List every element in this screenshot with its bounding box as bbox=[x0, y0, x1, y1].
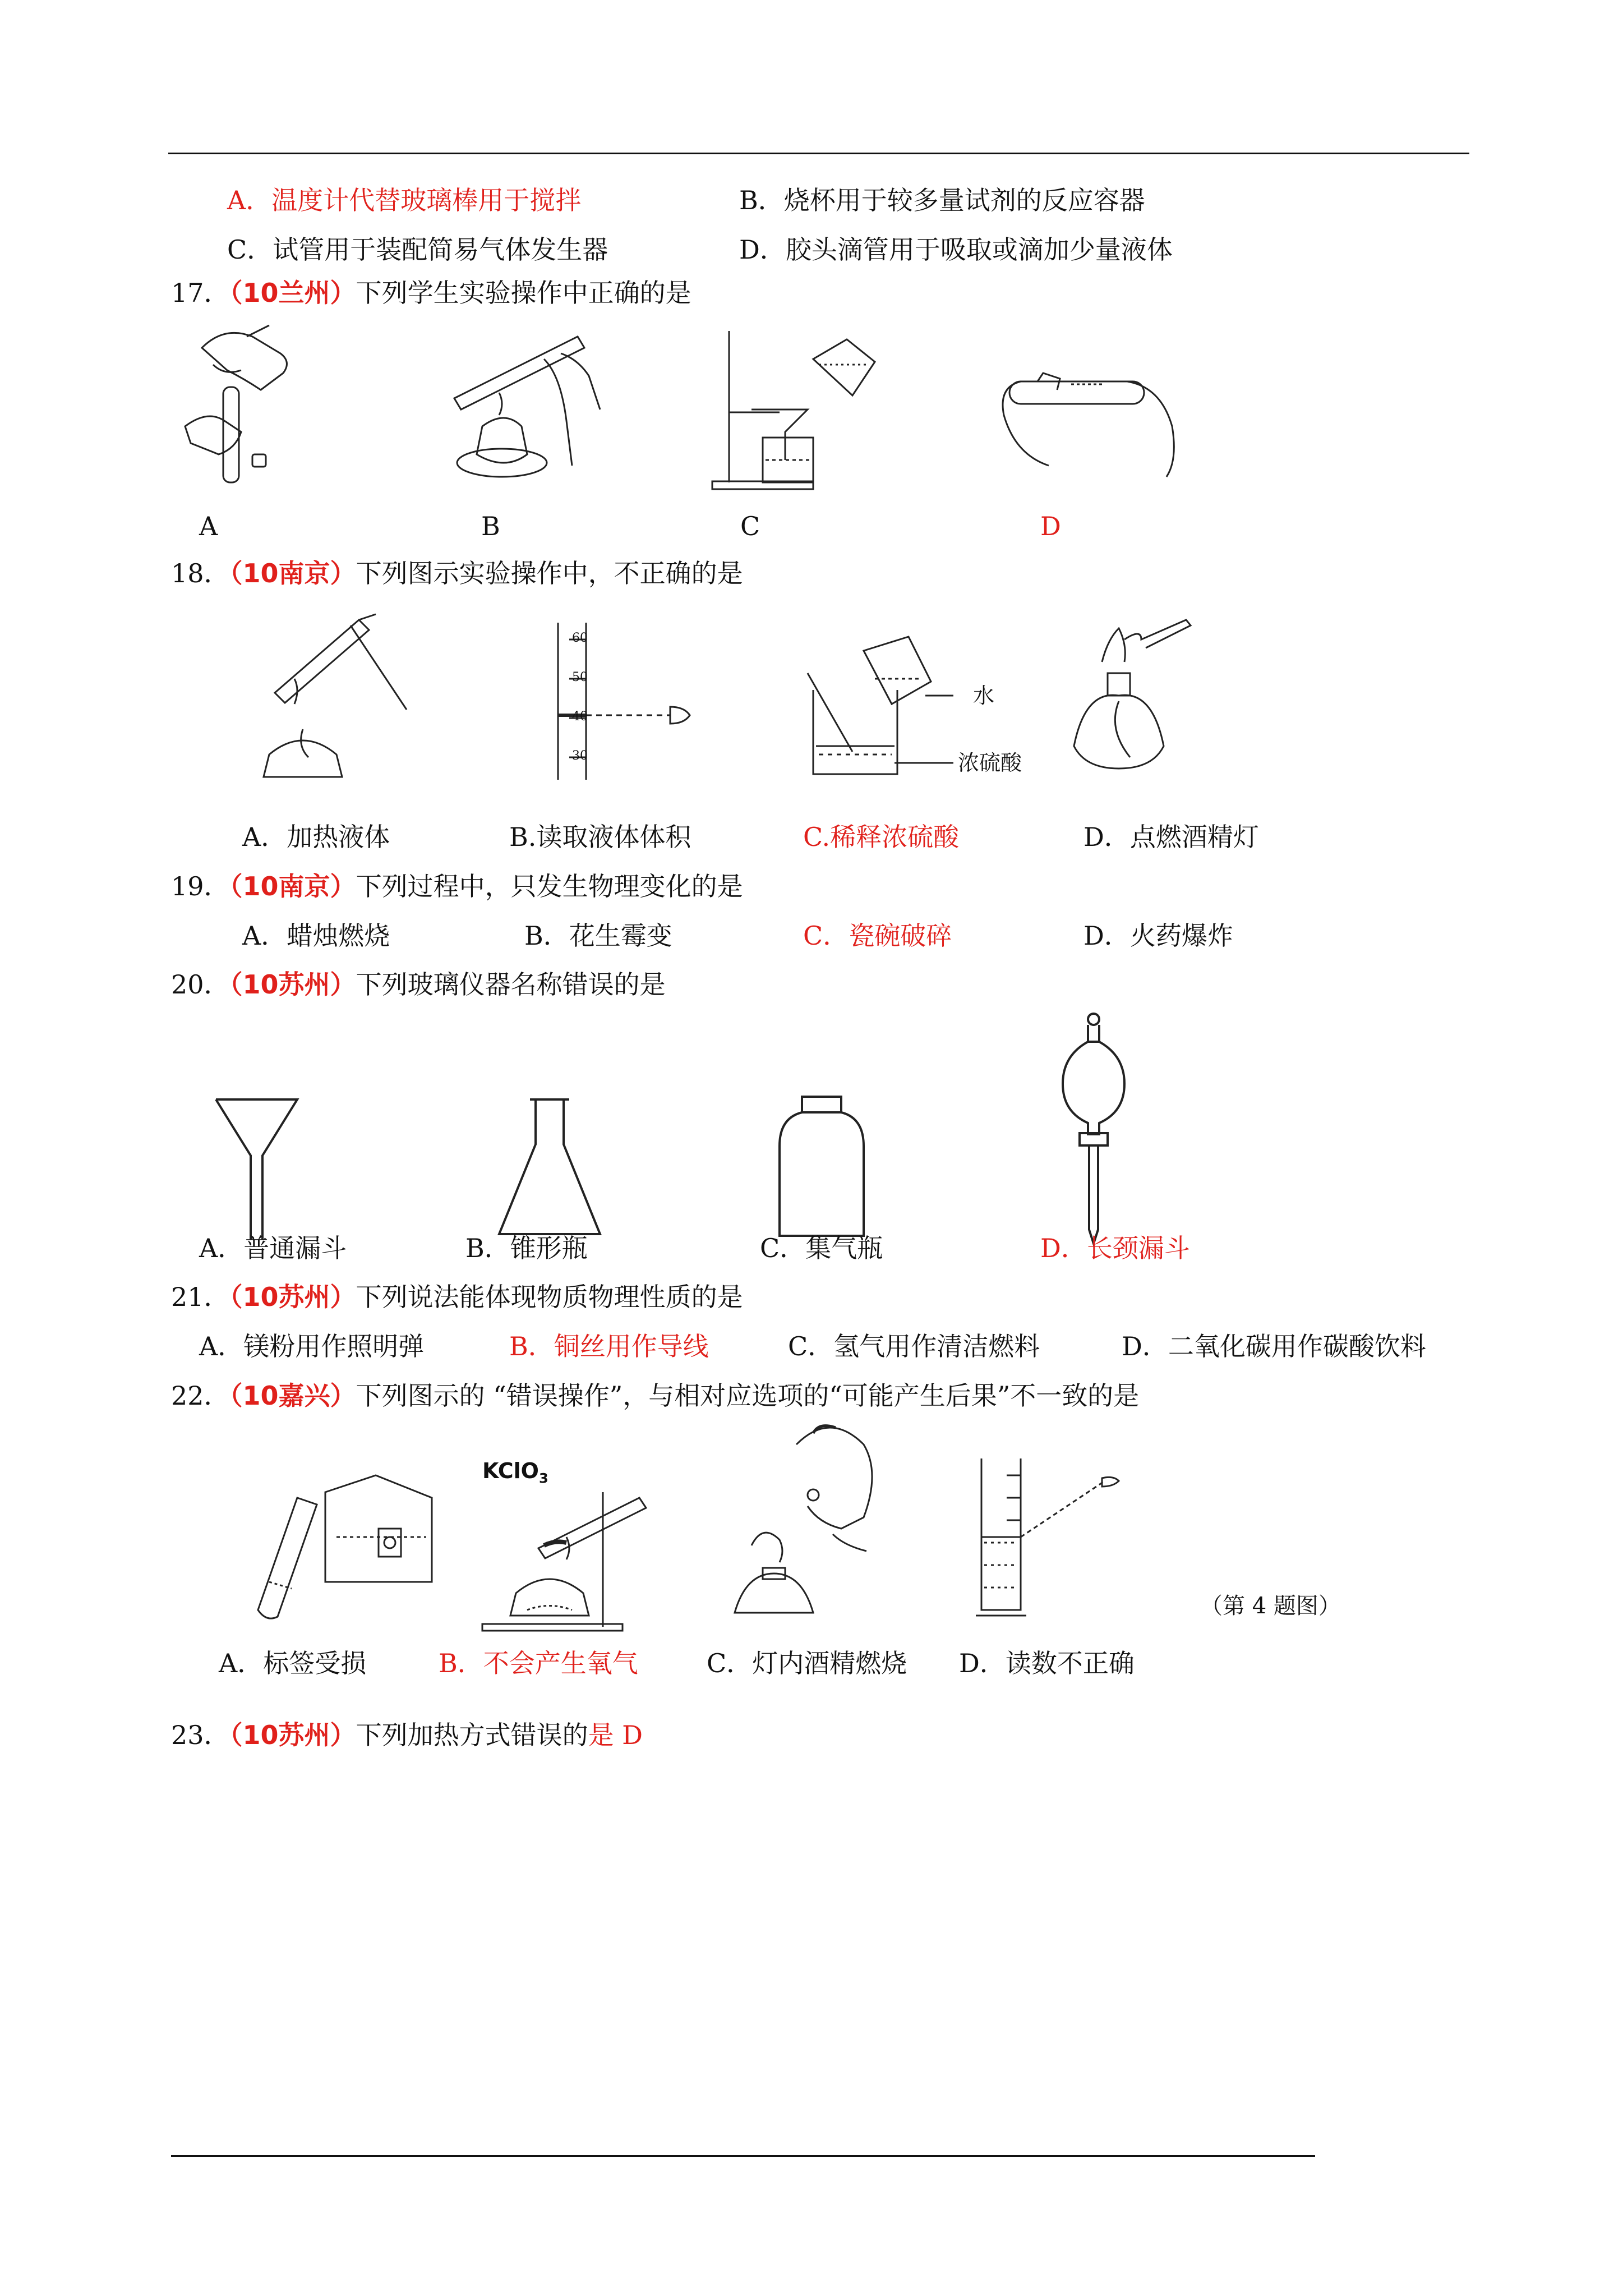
q19-option-b: B．花生霉变 bbox=[524, 921, 672, 951]
q18-scale-50: 50 bbox=[572, 670, 588, 684]
q22-kclo3-sub: 3 bbox=[538, 1470, 548, 1487]
q18-stem: 下列图示实验操作中，不正确的是 bbox=[356, 558, 743, 588]
q21-option-d: D．二氧化碳用作碳酸饮料 bbox=[1122, 1331, 1426, 1361]
q16-option-b: B．烧杯用于较多量试剂的反应容器 bbox=[739, 185, 1145, 215]
q18-figure-a-heating-liquid bbox=[241, 609, 426, 794]
q18-scale-30: 30 bbox=[572, 749, 588, 763]
q17-figure-d-hands-tube bbox=[987, 359, 1189, 482]
q18-figure-c-diluting-acid bbox=[802, 634, 959, 785]
q18-label-d: D．点燃酒精灯 bbox=[1083, 822, 1259, 852]
q22-number: 22． bbox=[171, 1381, 230, 1411]
q20-figure-b-conical-flask bbox=[494, 1097, 606, 1243]
q17-question bbox=[171, 276, 691, 310]
q17-source: （10兰州） bbox=[229, 278, 356, 308]
q20-figure-c-gas-jar bbox=[777, 1094, 866, 1245]
q23-question bbox=[171, 1718, 643, 1752]
q19-option-c: C．瓷碗破碎 bbox=[803, 921, 952, 951]
q22-figure-a-pouring-reagent bbox=[247, 1470, 460, 1627]
q22-figure-caption: （第 4 题图） bbox=[1200, 1593, 1341, 1619]
q18-scale-40: 40 bbox=[572, 710, 588, 724]
q20-label-b: B．锥形瓶 bbox=[465, 1233, 588, 1263]
q22-figure-c-blowing-lamp bbox=[729, 1422, 897, 1635]
q18-label-c: C.稀释浓硫酸 bbox=[803, 822, 960, 852]
q17-stem: 下列学生实验操作中正确的是 bbox=[356, 278, 691, 308]
q17-label-a: A bbox=[199, 511, 218, 541]
q22-figure-d-measuring-cylinder bbox=[976, 1453, 1144, 1632]
q20-source: （10苏州） bbox=[229, 969, 356, 1000]
q20-question bbox=[171, 968, 666, 1001]
q18-source: （10南京） bbox=[229, 558, 356, 588]
q20-label-a: A．普通漏斗 bbox=[199, 1233, 347, 1263]
q21-source: （10苏州） bbox=[229, 1282, 356, 1312]
q21-option-a: A．镁粉用作照明弹 bbox=[199, 1331, 425, 1361]
q17-figure-a-pouring bbox=[168, 314, 348, 494]
q21-number: 21． bbox=[171, 1282, 230, 1312]
q23-number: 23． bbox=[171, 1720, 230, 1750]
q17-label-b: B bbox=[481, 511, 500, 541]
q17-number: 17． bbox=[171, 278, 230, 308]
q17-label-c: C bbox=[740, 511, 760, 541]
q18-label-b: B.读取液体体积 bbox=[509, 822, 691, 852]
q16-option-a: A．温度计代替玻璃棒用于搅拌 bbox=[227, 185, 582, 215]
q20-number: 20． bbox=[171, 969, 230, 1000]
q22-question bbox=[171, 1379, 1139, 1412]
q19-stem: 下列过程中，只发生物理变化的是 bbox=[356, 871, 743, 901]
q19-number: 19． bbox=[171, 871, 230, 901]
q22-kclo3-label bbox=[482, 1458, 548, 1491]
q16-option-d: D．胶头滴管用于吸取或滴加少量液体 bbox=[739, 234, 1173, 265]
q21-option-b: B．铜丝用作导线 bbox=[509, 1331, 709, 1361]
q18-label-acid: 浓硫酸 bbox=[958, 751, 1022, 775]
q16-option-c: C．试管用于装配简易气体发生器 bbox=[227, 234, 608, 265]
q20-figure-a-funnel bbox=[213, 1097, 303, 1243]
q17-figure-b-heating bbox=[432, 314, 623, 494]
q17-figure-c-filtering bbox=[707, 325, 897, 494]
q18-figure-b-reading-volume bbox=[530, 617, 721, 785]
q22-label-d: D．读数不正确 bbox=[959, 1648, 1135, 1678]
q19-option-a: A．蜡烛燃烧 bbox=[242, 921, 390, 951]
q18-number: 18． bbox=[171, 558, 230, 588]
q23-stem: 下列加热方式错误的 bbox=[356, 1720, 588, 1750]
q22-label-a: A．标签受损 bbox=[219, 1648, 367, 1678]
q20-label-c: C．集气瓶 bbox=[760, 1233, 883, 1263]
q23-answer: 是 D bbox=[588, 1720, 643, 1750]
q19-option-d: D．火药爆炸 bbox=[1083, 921, 1233, 951]
q20-label-d: D．长颈漏斗 bbox=[1040, 1233, 1190, 1263]
q22-source: （10嘉兴） bbox=[229, 1381, 356, 1411]
q22-kclo3-main: KClO bbox=[482, 1458, 539, 1483]
q19-source: （10南京） bbox=[229, 871, 356, 901]
q21-question bbox=[171, 1280, 743, 1314]
q22-label-b: B．不会产生氧气 bbox=[439, 1648, 638, 1678]
q20-stem: 下列玻璃仪器名称错误的是 bbox=[356, 969, 666, 1000]
q21-option-c: C．氢气用作清洁燃料 bbox=[788, 1331, 1040, 1361]
footer-rule bbox=[171, 2155, 1315, 2157]
q21-stem: 下列说法能体现物质物理性质的是 bbox=[356, 1282, 743, 1312]
q20-figure-d-separatory-funnel bbox=[1060, 1013, 1127, 1248]
q18-label-water: 水 bbox=[973, 683, 995, 708]
q19-question bbox=[171, 869, 743, 903]
q17-label-d: D bbox=[1040, 511, 1061, 541]
q18-question bbox=[171, 556, 743, 590]
q18-label-a: A．加热液体 bbox=[242, 822, 390, 852]
q22-figure-b-heating-kclo3 bbox=[482, 1487, 695, 1632]
q18-figure-d-lighting-lamp bbox=[1063, 617, 1209, 785]
header-rule bbox=[168, 153, 1469, 154]
q23-source: （10苏州） bbox=[229, 1720, 356, 1750]
q22-label-c: C．灯内酒精燃烧 bbox=[707, 1648, 907, 1678]
q22-stem: 下列图示的 “错误操作”，与相对应选项的“可能产生后果”不一致的是 bbox=[356, 1381, 1140, 1411]
q18-scale-60: 60 bbox=[572, 631, 588, 645]
